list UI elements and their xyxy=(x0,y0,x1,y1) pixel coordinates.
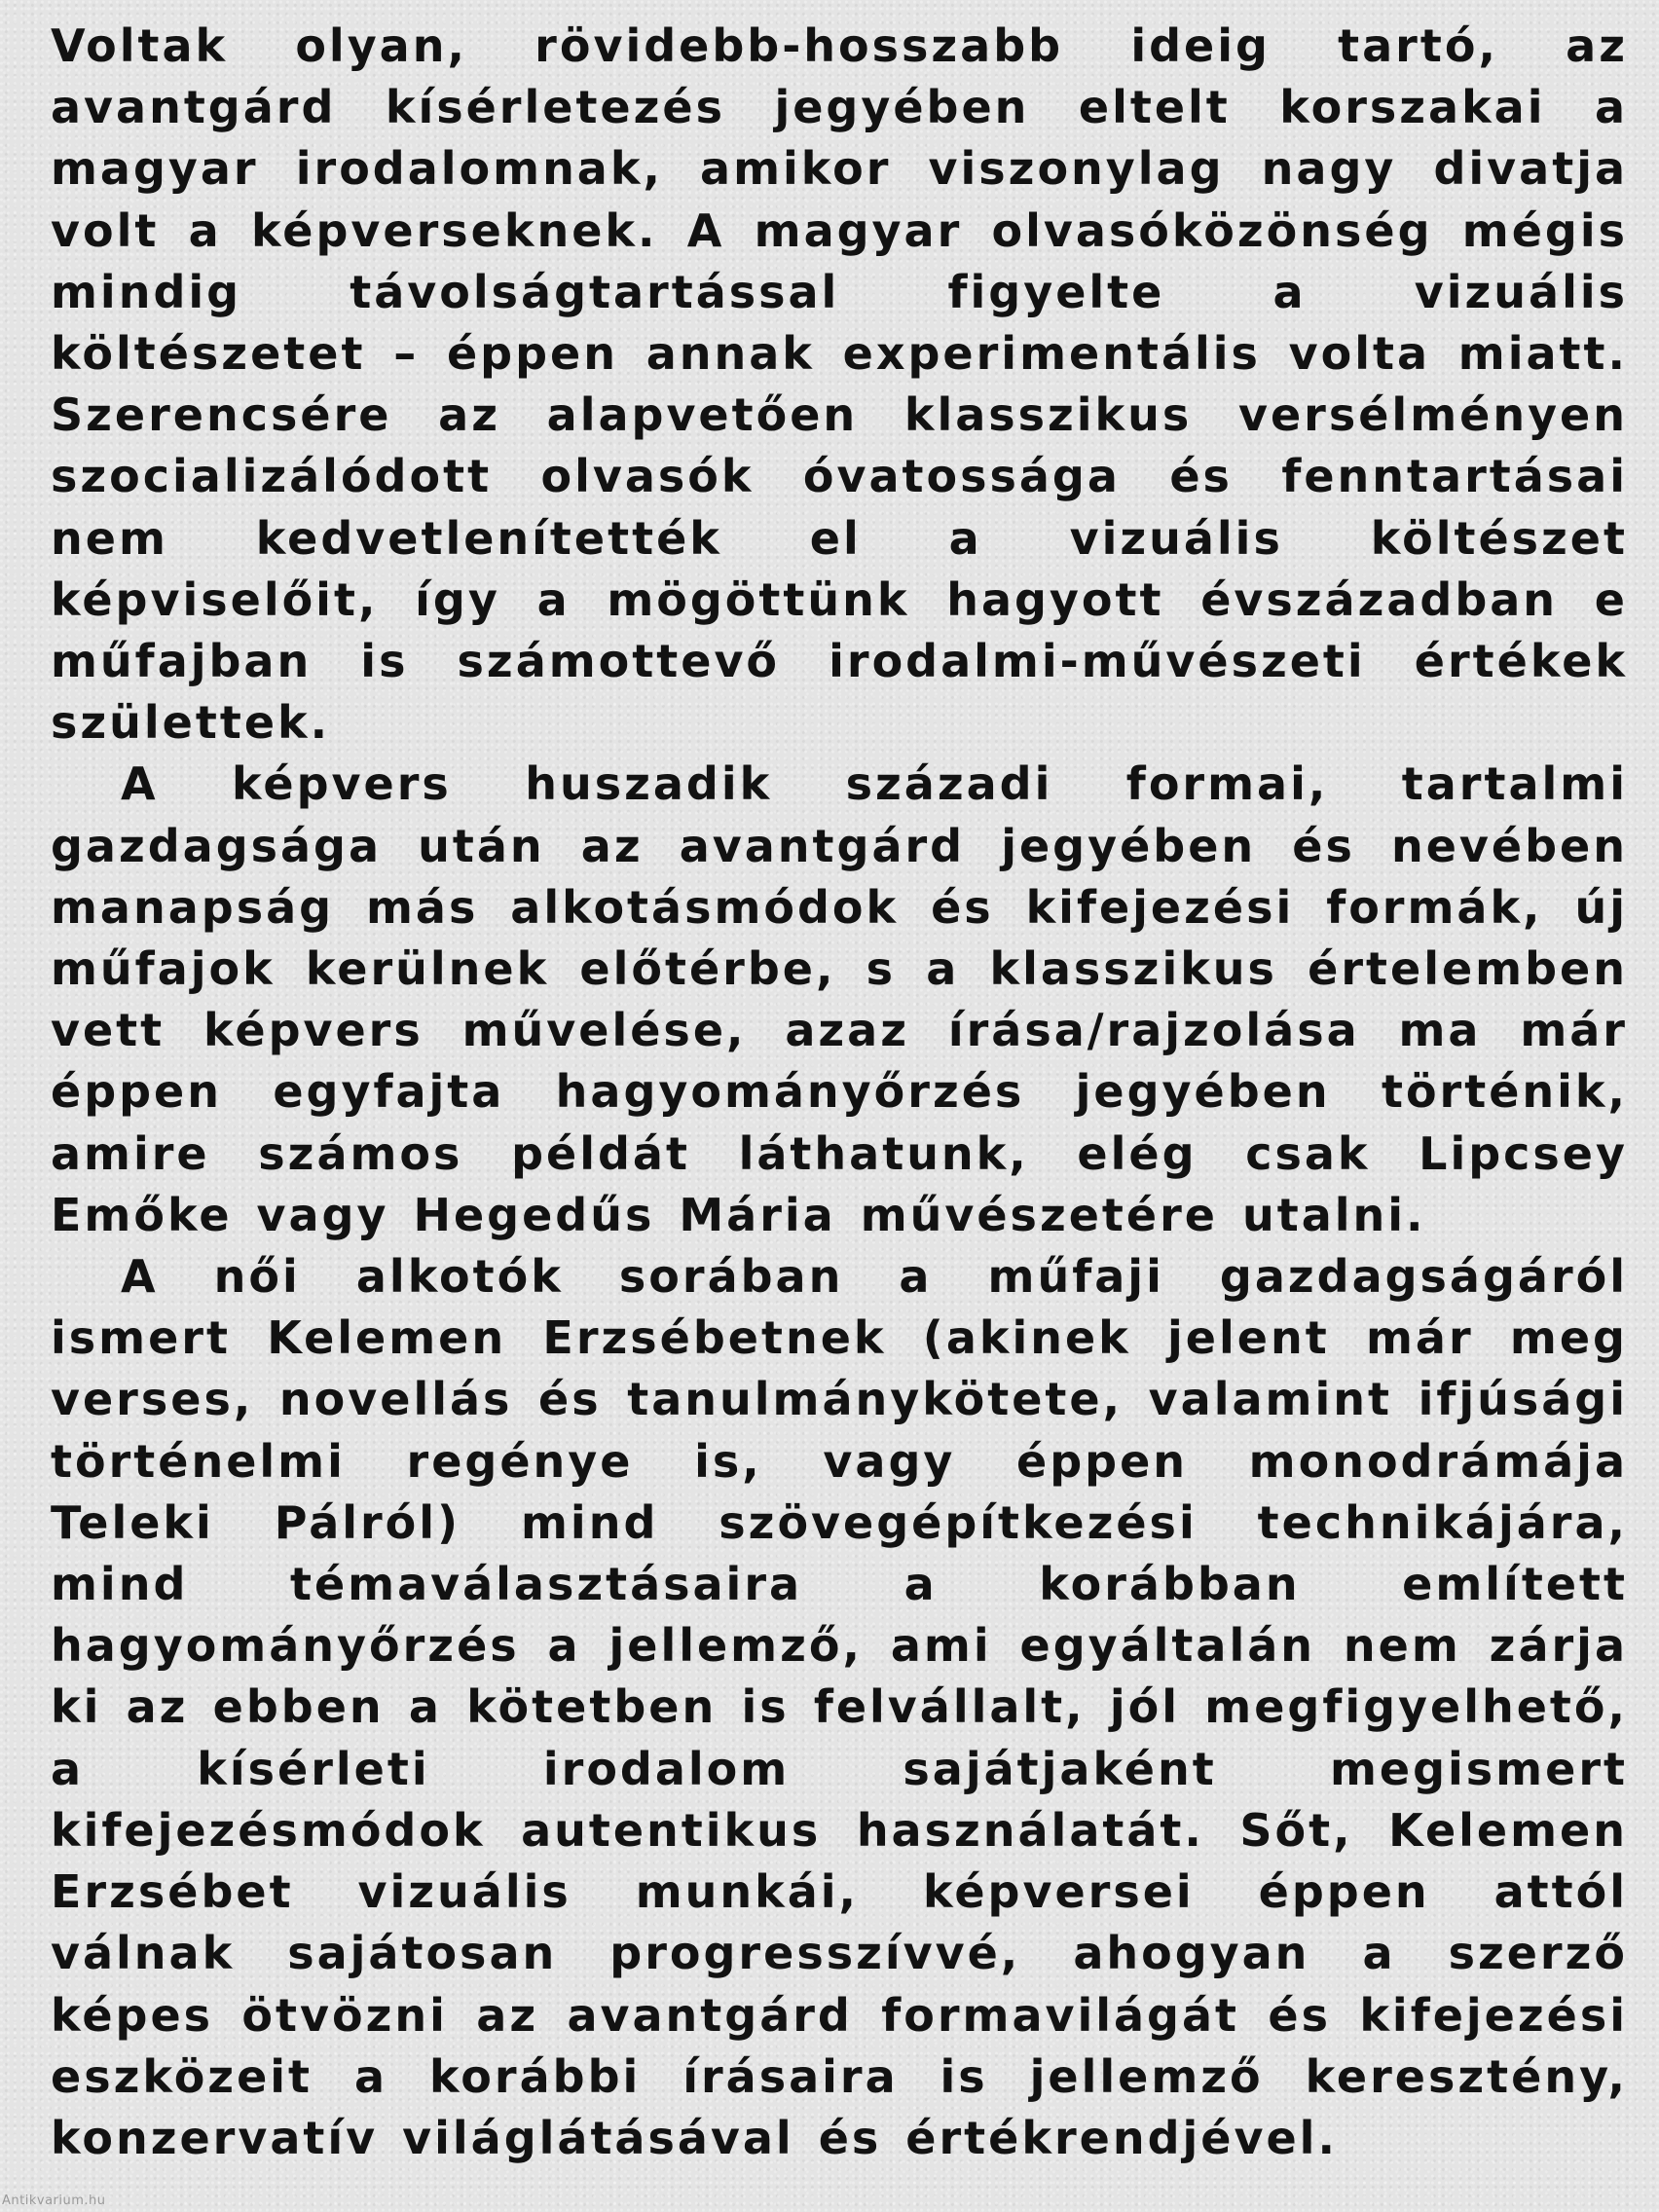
watermark-text: Antikvarium.hu xyxy=(2,2194,106,2208)
paragraph-2: A képvers huszadik századi formai, tartalmi gazdagsága után az avantgárd jegyében és nevében manapság más alkotásmódok és kifejezési formák, új műfajok kerülnek előtérbe, s a klasszikus értelemben vett képvers művelése, azaz írása/rajzolása ma már éppen egyfajta hagyományőrzés jegyében történik, amire számos példát láthatunk, elég csak Lipcsey Emőke vagy Hegedűs Mária művészetére utalni. xyxy=(51,757,1628,1241)
paragraph-1: Voltak olyan, rövidebb-hosszabb ideig tartó, az avantgárd kísérletezés jegyében eltelt korszakai a magyar irodalomnak, amikor viszonylag nagy divatja volt a képverseknek. A magyar olvasóközönség mégis mindig távolságtartással figyelte a vizuális költészetet – éppen annak experimentális volta miatt. Szerencsére az alapvetően klasszikus versélményen szocializálódott olvasók óvatossága és fenntartásai nem kedvetlenítették el a vizuális költészet képviselőit, így a mögöttünk hagyott évszázadban e műfajban is számottevő irodalmi-művészeti értékek születtek. xyxy=(51,19,1628,750)
paragraph-3: A női alkotók sorában a műfaji gazdagságáról ismert Kelemen Erzsébetnek (akinek jelent már meg verses, novellás és tanulmánykötete, valamint ifjúsági történelmi regénye is, vagy éppen monodrámája Teleki Pálról) mind szövegépítkezési technikájára, mind témaválasztásaira a korábban említett hagyományőrzés a jellemző, ami egyáltalán nem zárja ki az ebben a kötetben is felvállalt, jól megfigyelhető, a kísérleti irodalom sajátjaként megismert kifejezésmódok autentikus használatát. Sőt, Kelemen Erzsébet vizuális munkái, képversei éppen attól válnak sajátosan progresszívvé, ahogyan a szerző képes ötvözni az avantgárd formavilágát és kifejezési eszközeit a korábbi írásaira is jellemző keresztény, konzervatív világlátásával és értékrendjével. xyxy=(51,1250,1628,2164)
text-page xyxy=(51,16,1628,2169)
